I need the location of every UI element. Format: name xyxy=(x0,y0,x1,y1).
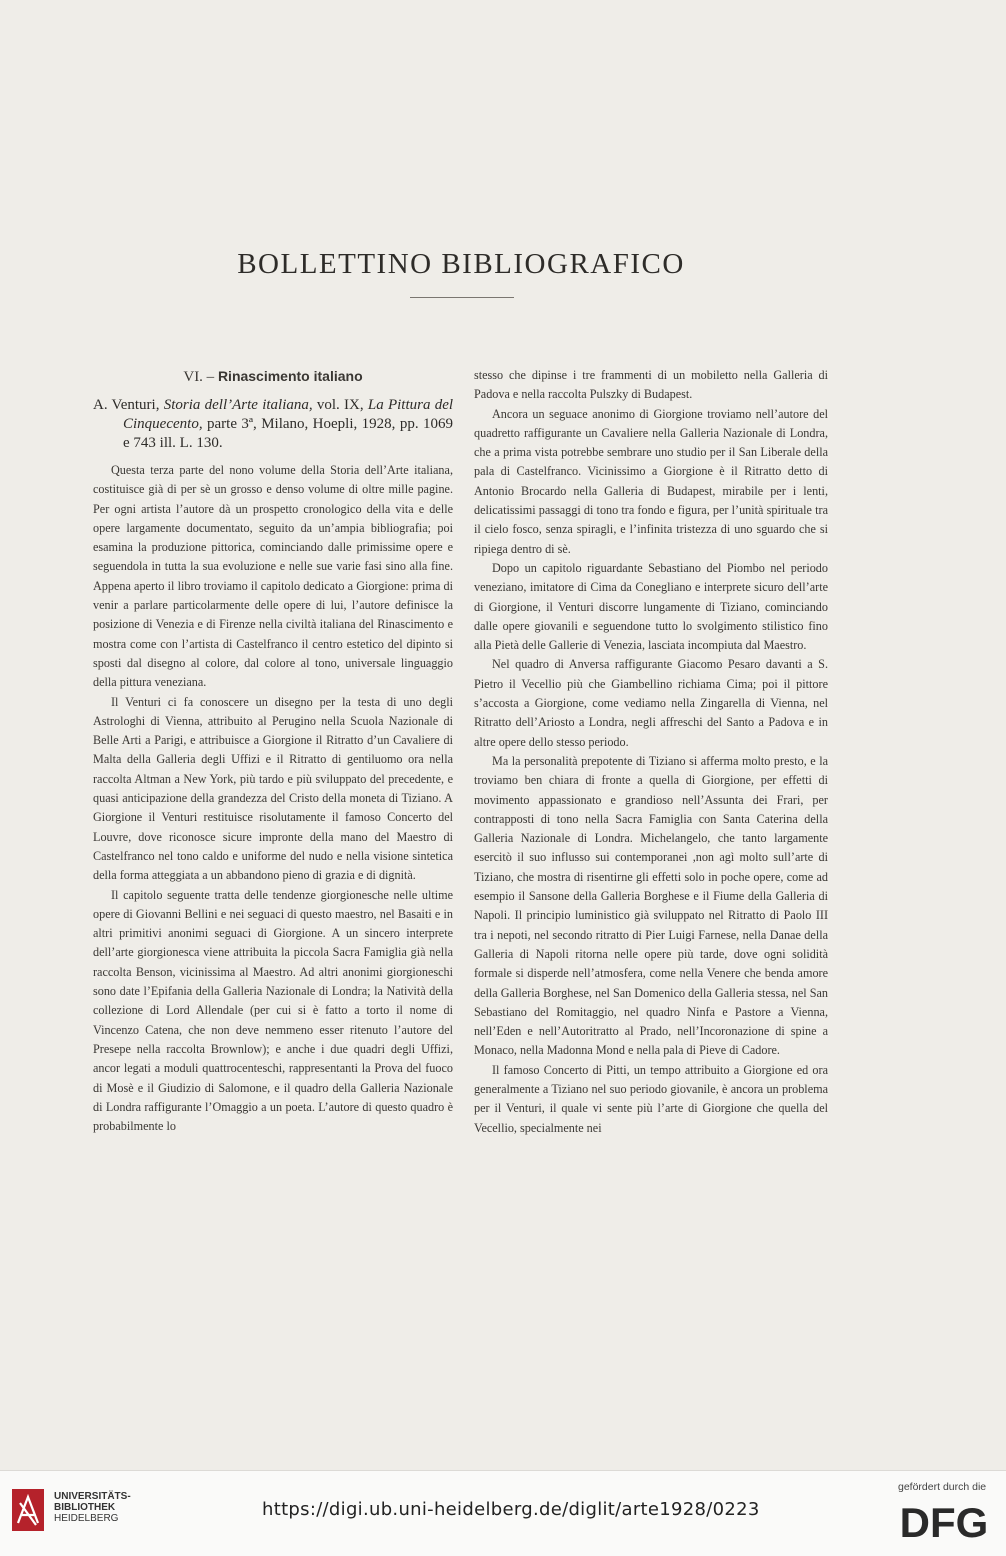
biblio-subtitle: La Pittura del Cinquecento, xyxy=(123,397,454,432)
paragraph: Il famoso Concerto di Pitti, un tempo attribuito a Giorgione ed ora generalmente a Tiziano nel suo periodo giovanile, è ancora un problema per il Venturi, il quale vi sente più l’arte di Giorgione che quella del Vecellio, specialmente nei xyxy=(474,1062,828,1135)
left-column xyxy=(93,366,453,1136)
paragraph: Dopo un capitolo riguardante Sebastiano del Piombo nel periodo veneziano, imitatore di Cima da Conegliano e interprete sicuro dell’arte di Giorgione, il Venturi discorre lungamente di Tiziano, cominciando dalle opere giovanili e seguendone tutto lo svolgimento stilistico fino alla Pietà delle Gallerie di Venezia, lasciata incompiuta dal Maestro. xyxy=(474,560,828,653)
svg-text:DFG: DFG xyxy=(899,1499,989,1545)
right-column xyxy=(474,366,828,1138)
biblio-rest: parte 3ª, Milano, Hoepli, 1928, pp. 1069 e 743 ill. L. 130. xyxy=(123,416,453,451)
paragraph: Il capitolo seguente tratta delle tendenze giorgionesche nelle ultime opere di Giovanni Bellini e nei seguaci di questo maestro, nel Basaiti e in altri primitivi anonimi seguaci di Giorgione. A un sincero interprete dell’arte giorgionesca viene attribuita la piccola Sacra Famiglia già nella raccolta Benson, vicinissima al Maestro. Ad altri anonimi giorgioneschi sono date l’Epifania della Galleria Nazionale di Londra; la Natività della collezione di Lord Allendale (per cui si è fatto a torto il nome di Vincenzo Catena, che non deve nemmeno esser ritenuto l’autore del Presepe nella raccolta Brownlow); e anche i due quadri degli Uffizi, ancor legati a moduli quattrocenteschi, rappresentanti la Prova del fuoco di Mosè e il Giudizio di Salomone, e il quadro della Galleria Nazionale di Londra raffigurante l’Omaggio a un poeta. L’autore di questo quadro è probabilmente lo xyxy=(93,887,453,1134)
paragraph: Nel quadro di Anversa raffigurante Giacomo Pesaro davanti a S. Pietro il Vecellio più che Giambellino richiama Cima; poi il pittore s’accosta a Giorgione, come vediamo nella Zingarella di Vienna, nel Ritratto dell’Ariosto a Londra, negli affreschi del Santo a Padova e in altre opere dello stesso periodo. xyxy=(474,657,828,749)
page-title: BOLLETTINO BIBLIOGRAFICO xyxy=(237,248,685,280)
paragraph: stesso che dipinse i tre frammenti di un mobiletto nella Galleria di Padova e nella raccolta Pulszky di Budapest. xyxy=(474,368,828,402)
title-rule xyxy=(410,297,514,298)
biblio-work: Storia dell’Arte italiana, xyxy=(163,397,313,413)
library-name: UNIVERSITÄTS- BIBLIOTHEK HEIDELBERG xyxy=(54,1491,131,1524)
section-number: VI. – xyxy=(183,369,215,385)
paragraph: Ancora un seguace anonimo di Giorgione troviamo nell’autore del quadretto raffigurante un Cavaliere nella Galleria Nazionale di Londra, che a prima vista potrebbe sembrare uno studio per il San Liberale della pala di Castelfranco. Vicinissimo a Giorgione è il Ritratto detto di Antonio Brocardo nella Galleria di Budapest, mirabile per i lenti, delicatissimi passaggi di tono tra fondo e figura, per l’unità spirituale tra il cielo fosco, senza spiragli, e l’infinita tristezza di uno sguardo che si ripiega dentro di sè. xyxy=(474,406,828,556)
funding-label: gefördert durch die xyxy=(898,1481,987,1493)
bibliography-entry xyxy=(93,396,453,453)
viewer-footer xyxy=(0,1470,1006,1556)
permalink-url[interactable]: https://digi.ub.uni-heidelberg.de/diglit/arte1928/0223 xyxy=(262,1499,760,1520)
university-library-logo-icon xyxy=(12,1489,44,1531)
paragraph: Questa terza parte del nono volume della Storia dell’Arte italiana, costituisce già di per sè un grosso e denso volume di oltre mille pagine. Per ogni artista l’autore dà un prospetto cronologico della vita e delle opere largamente documentato, seguito da un’ampia bibliografia; poi esamina la produzione pittorica, cominciando dalle primissime opere e seguendola in tutta la sua evoluzione e nelle sue varie fasi sino alla fine. Appena aperto il libro troviamo il capitolo dedicato a Giorgione: prima di venir a parlare particolarmente delle opere di lui, l’autore definisce la posizione di Venezia e di Firenze nella civiltà italiana del Rinascimento e mostra come con l’artista di Castelfranco il centro estetico del dipinto si sposti dal disegno al colore, dal colore al tono, universale linguaggio della pittura veneziana. xyxy=(93,463,453,690)
paragraph: Il Venturi ci fa conoscere un disegno per la testa di uno degli Astrologhi di Vienna, attribuito al Perugino nella Scuola Nazionale di Belle Arti a Parigi, e attribuisce a Giorgione il Ritratto d’un Cavaliere di Malta della Galleria degli Uffizi e il Ritratto di gentiluomo ora nella raccolta Altman a New York, più tardo e più sviluppato del precedente, e quasi anticipazione della grandezza del Cristo della moneta di Tiziano. A Giorgione il Venturi restituisce risolutamente il famoso Concerto del Louvre, dove riconosce sicure impronte della mano del Maestro di Castelfranco nel tono caldo e uniforme del nudo e nella visione sintetica della forma atteggiata a un abbandono pieno di grazia e di dignità. xyxy=(93,694,453,883)
dfg-logo-icon xyxy=(896,1497,992,1545)
section-name: Rinascimento italiano xyxy=(217,368,363,384)
section-heading xyxy=(93,366,453,387)
paragraph: Ma la personalità prepotente di Tiziano si afferma molto presto, e la troviamo ben chiara di fronte a quella di Giorgione, per effetti di movimento appassionato e grandioso nell’Assunta dei Frari, per contrapposti di tono nella Sacra Famiglia con Santa Caterina della Galleria Nazionale di Londra. Michelangelo, che tanto largamente esercitò il suo influsso sui contemporanei ,non agì molto sull’arte di Tiziano, che mostra di risentirne gli effetti solo in poche opere, come ad esempio il Sansone della Galleria Borghese e il Fiume della Galleria di Napoli. Il principio luministico già sviluppato nel Ritratto di Paolo III tra i nepoti, nel secondo ritratto di Pier Luigi Farnese, nella Danae della Galleria di Napoli ritorna nelle opere più tarde, dove ogni solidità formale si disperde nell’atmosfera, come nella Venere che benda amore della Galleria Borghese, nel San Domenico della Galleria stessa, nel San Sebastiano del Romitaggio, nel quadro Ninfa e Pastore a Vienna, nell’Eden e nell’Autoritratto al Prado, nell’Incoronazione di spine a Monaco, nella Madonna Mond e nella pala di Pieve di Cadore. xyxy=(474,753,828,1058)
biblio-vol: vol. IX, xyxy=(316,397,364,413)
biblio-author: A. Venturi, xyxy=(93,397,160,413)
